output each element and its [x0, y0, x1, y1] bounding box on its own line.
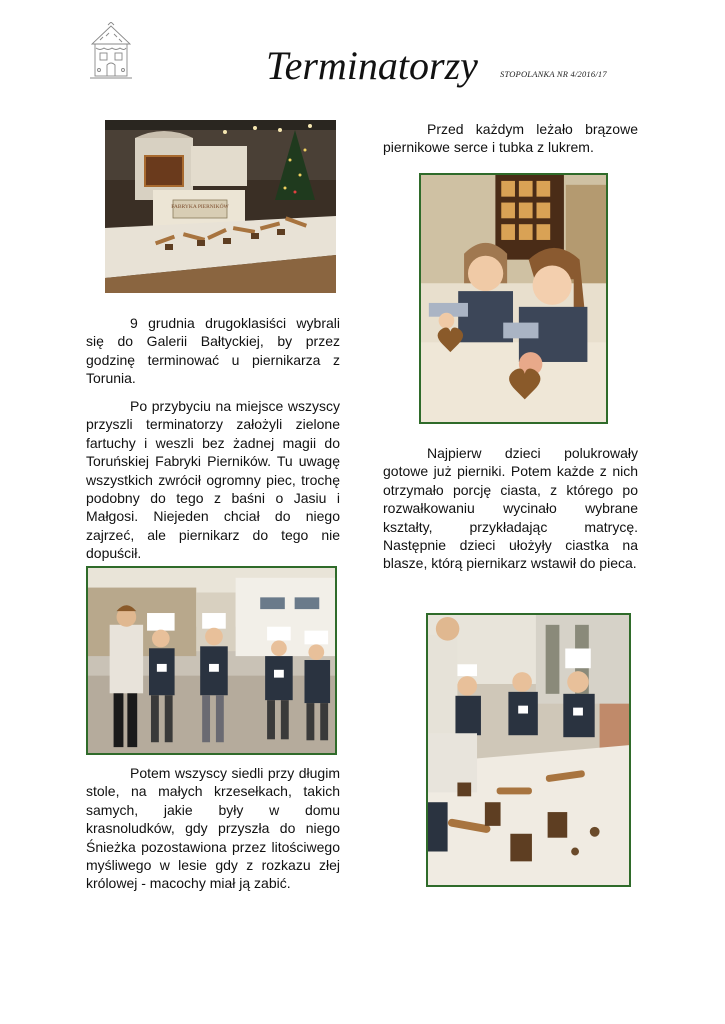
- left-paragraph-1: 9 grudnia drugoklasiści wybrali się do Galerii Bałtyckiej, by przez godzinę terminować u piernikarza z Torunia.: [86, 315, 340, 387]
- gingerbread-house-icon: [86, 22, 136, 82]
- left-paragraph-3: Potem wszyscy siedli przy długim stole, na małych krzesełkach, takich samych, jakie były w domu krasnoludków, gdy przyszła do niego Śnieżka pozostawiona przez litościwego myśliwego w lesie gdy z rozkazu złej królowej - macochy miał ją zabić.: [86, 765, 340, 892]
- right-paragraph-1: Przed każdym leżało brązowe piernikowe serce i tubka z lukrem.: [383, 121, 638, 156]
- page-title: Terminatorzy: [266, 43, 478, 88]
- factory-sign-text: FABRYKA PIERNIKÓW: [171, 204, 229, 210]
- left-paragraph-2: Po przybyciu na miejsce wszyscy przyszli terminatorzy założyli zielone fartuchy i weszli bez żadnej magii do Toruńskiej Fabryki Pierników. Tu uwagę wszystkich zwrócił ogromny piec, trochę podobny do tego z baśni o Jasiu i Małgosi. Niejeden chciał do niego zajrzeć, ale piernikarz do tego nie dopuścił.: [86, 398, 340, 562]
- photo-girls-decorating: [419, 173, 608, 424]
- photo-children-at-table: [426, 613, 631, 887]
- photo-children-in-aprons: [86, 566, 337, 755]
- photo-gingerbread-booth: [105, 120, 336, 293]
- issue-label: STOPOLANKA NR 4/2016/17: [500, 69, 607, 79]
- right-paragraph-2: Najpierw dzieci polukrowały gotowe już pierniki. Potem każde z nich otrzymało porcję ciasta, z którego po rozwałkowaniu wycinało wybrane kształty, przykładając matrycę. Następnie dzieci ułożyły ciastka na blasze, którą piernikarz wstawił do pieca.: [383, 445, 638, 572]
